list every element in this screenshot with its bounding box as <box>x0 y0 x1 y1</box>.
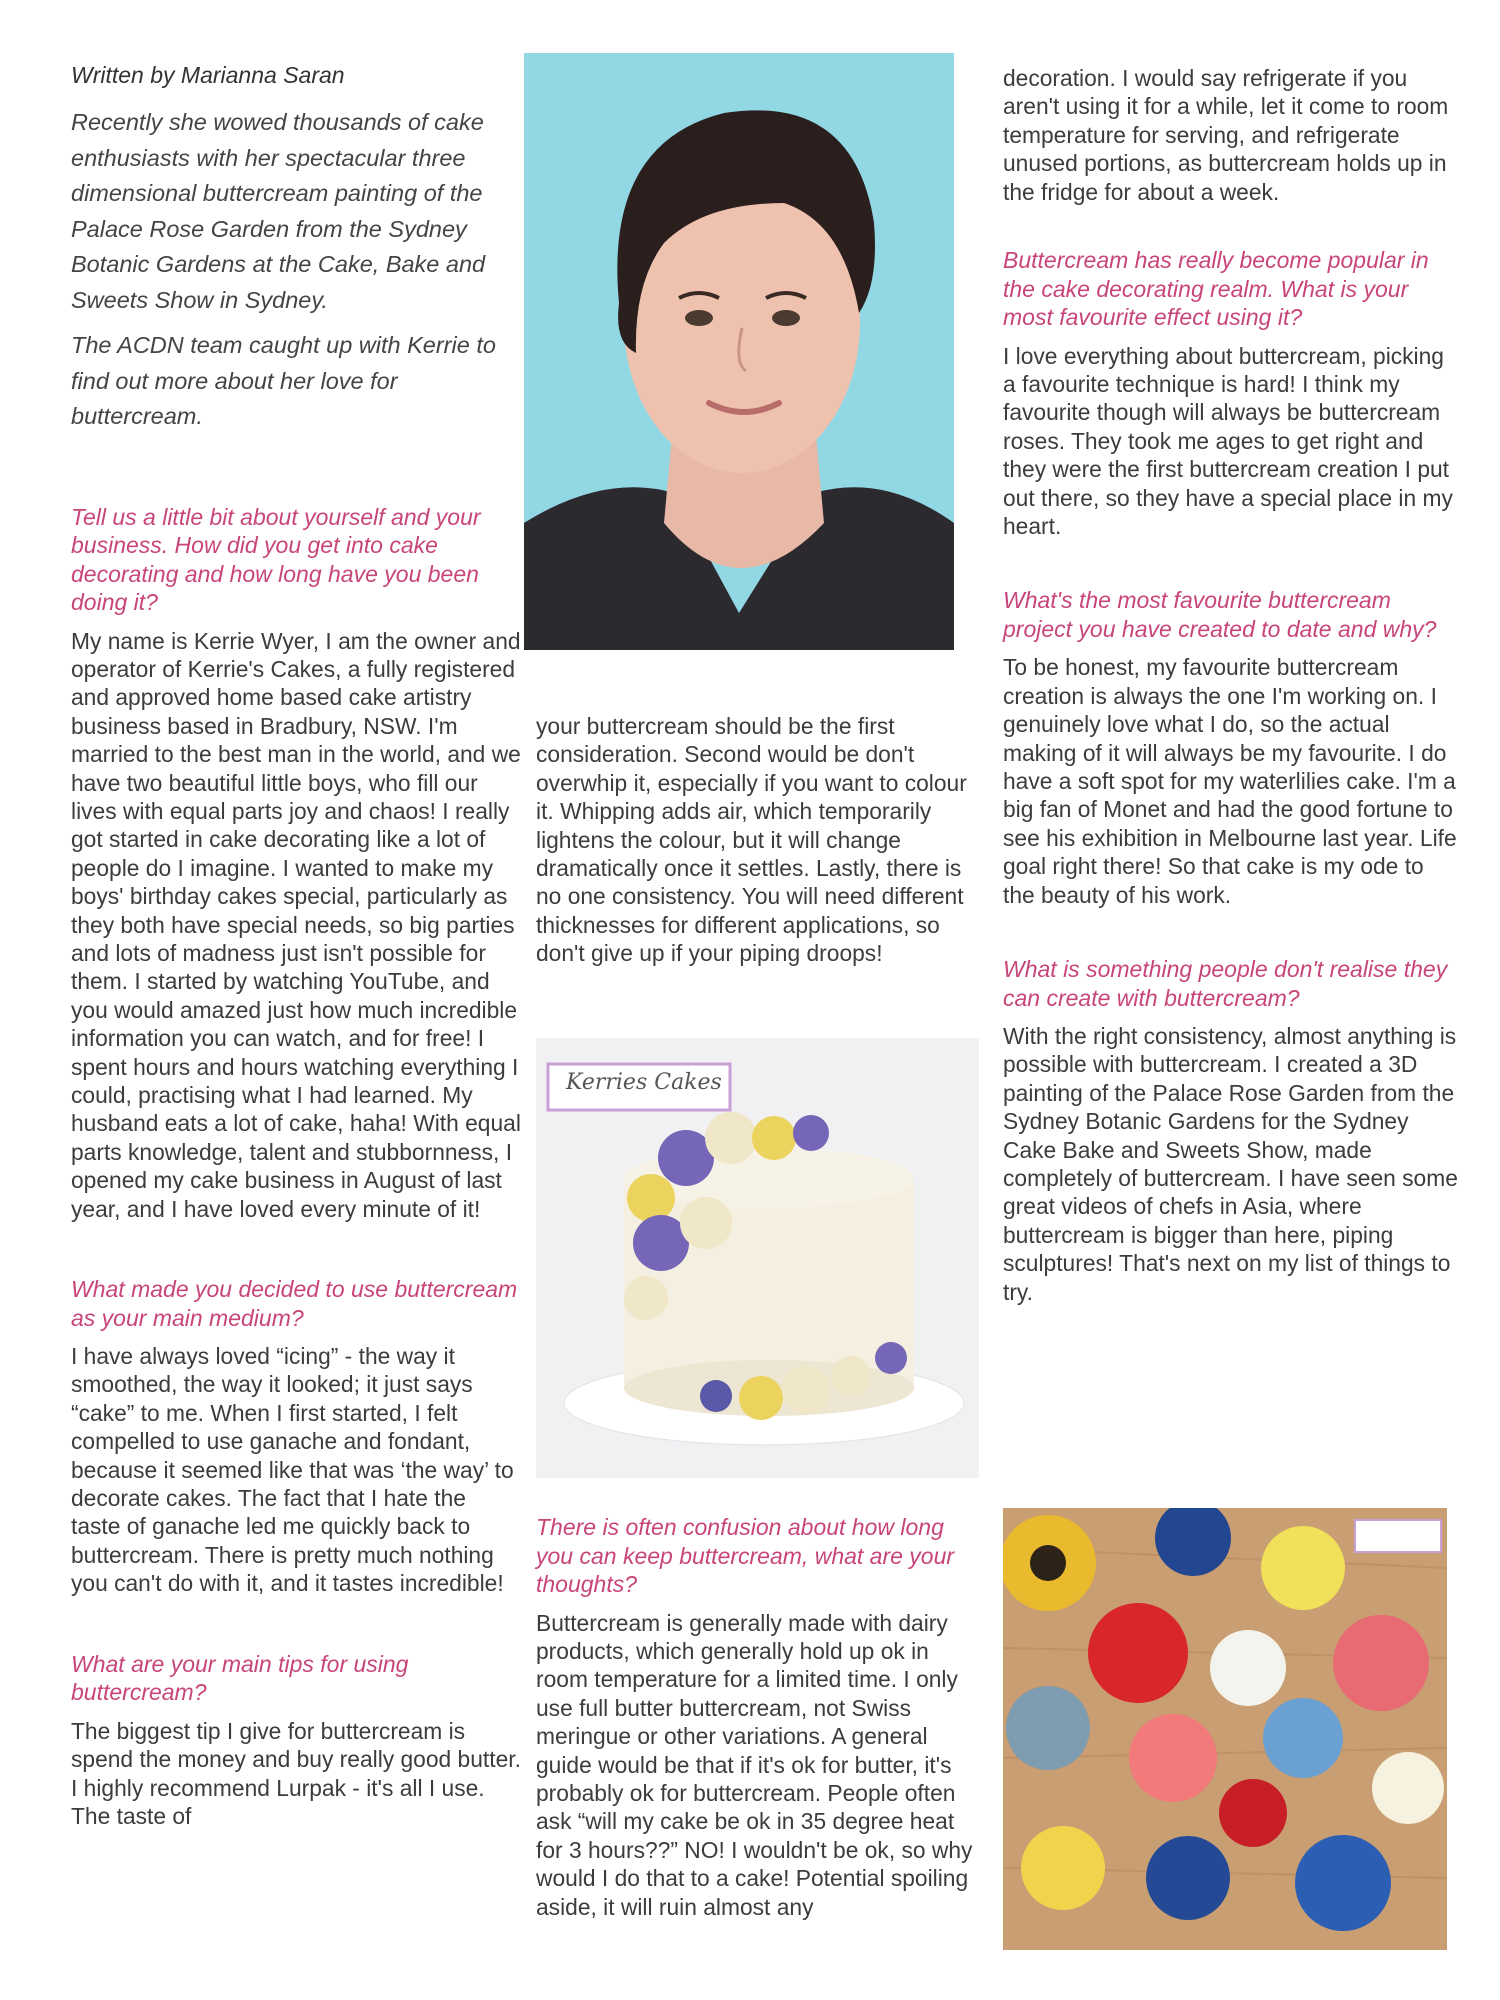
answer-text: your buttercream should be the first consideration. Second would be don't overwhip it, especially if you want to colour it. Whipping adds air, which temporarily lightens the colour, but it will change dramatically once it settles. Lastly, there is no one consistency. You will need different thicknesses for different applications, so don't give up if your piping droops! <box>536 713 967 967</box>
answer-text: My name is Kerrie Wyer, I am the owner and operator of Kerrie's Cakes, a fully registered and approved home based cake artistry business based in Bradbury, NSW. I'm married to the best man in the world, and we have two beautiful little boys, who fill our lives with equal parts joy and chaos! I really got started in cake decorating like a lot of people do I imagine. I wanted to make my boys' birthday cakes special, particularly as they both have special needs, so big parties and lots of madness just isn't possible for them. I started by watching YouTube, and you would amazed just how much incredible information you can watch, and for free! I spent hours and hours watching everything I could, practising what I had learned. My husband eats a lot of cake, haha! With equal parts knowledge, talent and stubbornness, I opened my cake business in August of last year, and I have loved every minute of it! <box>71 627 521 1222</box>
answer-text: I have always loved “icing” - the way it smoothed, the way it looked; it just says “cake” to me. When I first started, I felt compelled to use ganache and fondant, because it seemed like that was ‘the way’ to decorate cakes. The fact that I hate the taste of ganache led me quickly back to buttercream. There is pretty much nothing you can't do with it, and it tastes incredible! <box>71 1343 514 1597</box>
answer-text: The biggest tip I give for buttercream is spend the money and buy really good butter. I highly recommend Lurpak - it's all I use. The taste of <box>71 1717 521 1829</box>
cake-logo-text: Kerries Cakes <box>566 1070 722 1095</box>
answer-text: decoration. I would say refrigerate if you aren't using it for a while, let it come to room temperature for serving, and refrigerate unused portions, as buttercream holds up in the fridge for about a week. <box>1003 65 1449 205</box>
question-heading: What made you decided to use buttercream as your main medium? <box>71 1276 518 1331</box>
question-heading: What are your main tips for using buttercream? <box>71 1650 409 1706</box>
answer-text: I love everything about buttercream, picking a favourite technique is hard! I think my favourite though will always be buttercream roses. They took me ages to get right and they were the first buttercream creation I put out there, so they have a special place in my heart. <box>1003 342 1453 539</box>
portrait-photo <box>524 53 954 650</box>
answer-text: With the right consistency, almost anything is possible with buttercream. I created a 3D painting of the Palace Rose Garden from the Sydney Botanic Gardens for the Sydney Cake Bake and Sweets Show, made completely of buttercream. I have seen some great videos of chefs in Asia, where buttercream is bigger than here, piping sculptures! That's next on my list of things to try. <box>1003 1023 1458 1305</box>
answer-text: To be honest, my favourite buttercream creation is always the one I'm working on. I genuinely love what I do, so the actual making of it will always be my favourite. I do have a soft spot for my waterlilies cake. I'm a big fan of Monet and had the good fortune to see his exhibition in Melbourne last year. Life goal right there! So that cake is my ode to the beauty of his work. <box>1003 654 1457 908</box>
column-middle-top <box>536 712 976 968</box>
cupcakes-photo <box>1003 1508 1447 1950</box>
question-heading: What's the most favourite buttercream project you have created to date and why? <box>1003 587 1437 642</box>
question-heading: Tell us a little bit about yourself and your business. How did you get into cake decorating and how long have you been doing it? <box>71 503 481 615</box>
intro-paragraph: The ACDN team caught up with Kerrie to find out more about her love for buttercream. <box>71 332 496 429</box>
question-heading: What is something people don't realise they can create with buttercream? <box>1003 956 1448 1011</box>
question-heading: There is often confusion about how long you can keep buttercream, what are your thoughts? <box>536 1514 955 1597</box>
cake-photo <box>536 1038 979 1478</box>
byline: Written by Marianna Saran <box>71 62 345 88</box>
intro-paragraph: Recently she wowed thousands of cake enthusiasts with her spectacular three dimensional buttercream painting of the Palace Rose Garden from the Sydney Botanic Gardens at the Cake, Bake and Sweets Show in Sydney. <box>71 109 486 313</box>
answer-text: Buttercream is generally made with dairy products, which generally hold up ok in room temperature for a limited time. I only use full butter buttercream, not Swiss meringue or other variations. A general guide would be that if it's ok for butter, it's probably ok for buttercream. People often ask “will my cake be ok in 35 degree heat for 3 hours??” NO! I wouldn't be ok, so why would I do that to a cake! Potential spoiling aside, it will ruin almost any <box>536 1609 973 1920</box>
column-right <box>1003 64 1458 1306</box>
column-left <box>71 62 521 1830</box>
question-heading: Buttercream has really become popular in the cake decorating realm. What is your most favourite effect using it? <box>1003 247 1429 331</box>
column-middle-bottom <box>536 1513 976 1921</box>
